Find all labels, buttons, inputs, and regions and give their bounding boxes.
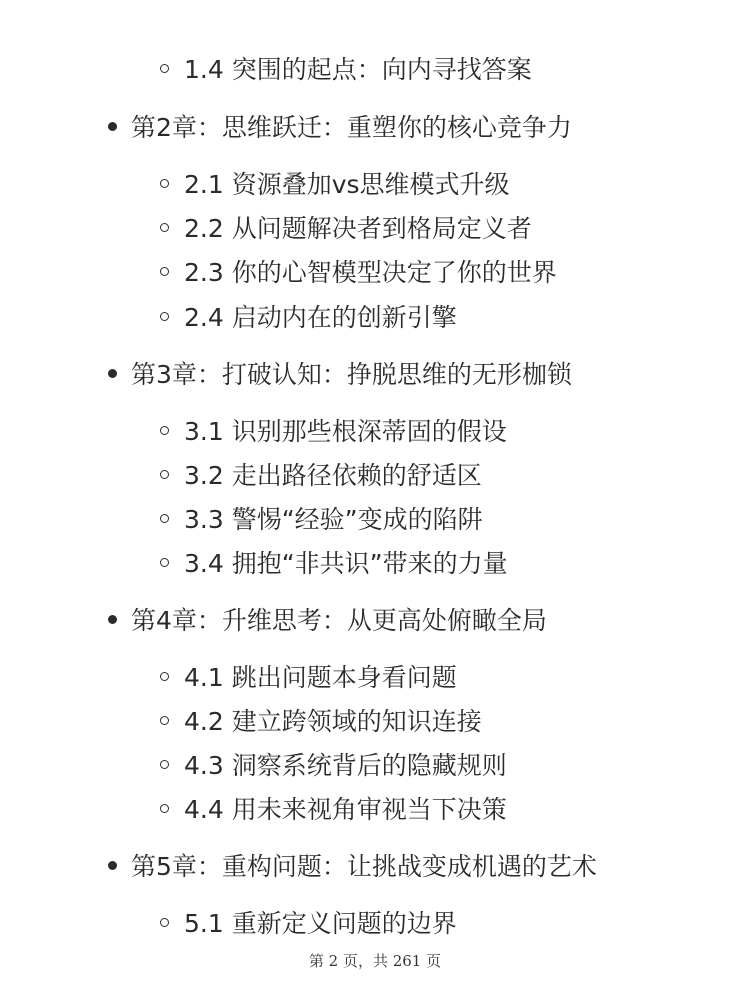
toc-section [160,753,507,778]
hollow-bullet-icon [160,470,169,479]
toc-section-text: 2.2 从问题解决者到格局定义者 [184,214,532,243]
toc-section [160,797,507,822]
hollow-bullet-icon [160,918,169,927]
toc-section-text: 4.1 跳出问题本身看问题 [184,663,457,692]
toc-section [160,419,507,444]
toc-section-text: 1.4 突围的起点：向内寻找答案 [184,55,532,84]
toc-section-text: 2.1 资源叠加vs思维模式升级 [184,170,510,199]
hollow-bullet-icon [160,312,169,321]
filled-bullet-icon [108,369,117,378]
hollow-bullet-icon [160,804,169,813]
toc-chapter [108,608,547,633]
toc-section [160,911,457,936]
toc-section-text: 4.3 洞察系统背后的隐藏规则 [184,751,507,780]
toc-section-text: 3.4 拥抱“非共识”带来的力量 [184,549,508,578]
toc-section [160,260,557,285]
hollow-bullet-icon [160,514,169,523]
toc-section-text: 4.2 建立跨领域的知识连接 [184,707,482,736]
toc-section [160,709,482,734]
hollow-bullet-icon [160,179,169,188]
hollow-bullet-icon [160,672,169,681]
toc-section [160,507,483,532]
filled-bullet-icon [108,615,117,624]
toc-chapter [108,115,572,140]
toc-section [160,665,457,690]
toc-chapter-text: 第5章：重构问题：让挑战变成机遇的艺术 [131,852,597,881]
toc-section-text: 4.4 用未来视角审视当下决策 [184,795,507,824]
toc-section-text: 3.3 警惕“经验”变成的陷阱 [184,505,483,534]
filled-bullet-icon [108,861,117,870]
toc-section [160,551,508,576]
page-number-footer: 第 2 页，共 261 页 [308,952,442,970]
hollow-bullet-icon [160,223,169,232]
filled-bullet-icon [108,122,117,131]
toc-chapter-text: 第4章：升维思考：从更高处俯瞰全局 [131,606,547,635]
toc-section [160,216,532,241]
toc-chapter-text: 第2章：思维跃迁：重塑你的核心竞争力 [131,113,572,142]
toc-section-text: 3.2 走出路径依赖的舒适区 [184,461,482,490]
toc-section-text: 2.3 你的心智模型决定了你的世界 [184,258,557,287]
hollow-bullet-icon [160,426,169,435]
hollow-bullet-icon [160,558,169,567]
toc-section-text: 2.4 启动内在的创新引擎 [184,303,457,332]
toc-section [160,172,510,197]
toc-chapter [108,362,572,387]
toc-chapter [108,854,597,879]
hollow-bullet-icon [160,267,169,276]
toc-section [160,463,482,488]
hollow-bullet-icon [160,716,169,725]
hollow-bullet-icon [160,64,169,73]
toc-section-text: 5.1 重新定义问题的边界 [184,909,457,938]
toc-chapter-text: 第3章：打破认知：挣脱思维的无形枷锁 [131,360,572,389]
toc-section [160,305,457,330]
toc-section [160,57,532,82]
hollow-bullet-icon [160,760,169,769]
toc-section-text: 3.1 识别那些根深蒂固的假设 [184,417,507,446]
